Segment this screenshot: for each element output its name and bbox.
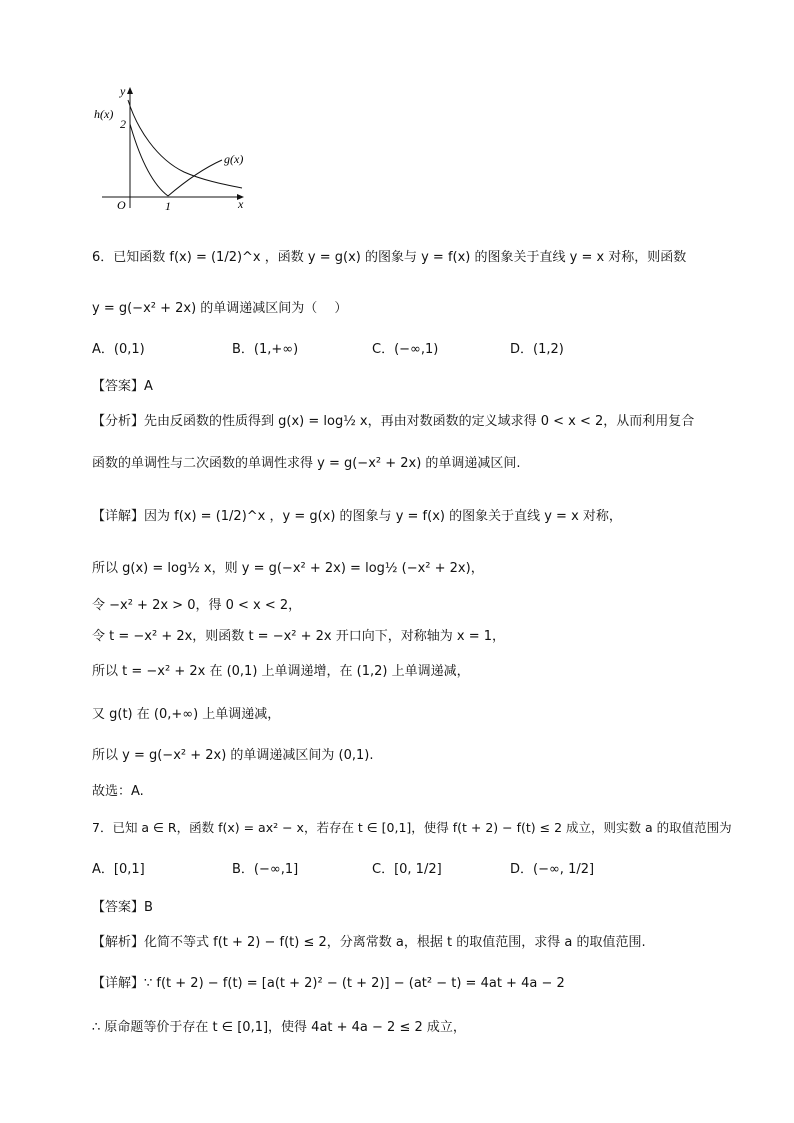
q6-option-c: C．(−∞,1) xyxy=(372,342,439,357)
q6-detail-line5: 所以 t = −x² + 2x 在 (0,1) 上单调递增，在 (1,2) 上单调递减， xyxy=(92,664,470,679)
g-label: g(x) xyxy=(224,152,244,166)
q7-option-a: A．[0,1] xyxy=(92,862,145,877)
q7-answer: 【答案】B xyxy=(92,900,153,915)
q6-option-d: D．(1,2) xyxy=(510,342,564,357)
q6-choice: 故选：A. xyxy=(92,784,144,799)
g-curve-left xyxy=(130,124,168,196)
h-curve xyxy=(128,100,242,188)
q7-detail-line1: 【详解】∵ f(t + 2) − f(t) = [a(t + 2)² − (t + 2)] − (at² − t) = 4at + 4a − 2 xyxy=(92,976,565,991)
q7-option-d: D．(−∞, 1/2] xyxy=(510,862,595,877)
q7-stem-line1: 7．已知 a ∈ R，函数 f(x) = ax² − x，若存在 t ∈ [0,1]，使得 f(t + 2) − f(t) ≤ 2 成立，则实数 a 的取值范围为 xyxy=(92,820,732,835)
q6-analysis-line1: 【分析】先由反函数的性质得到 g(x) = log½ x，再由对数函数的定义域求得 0 < x < 2，从而利用复合 xyxy=(92,414,695,429)
q7-analysis: 【解析】化简不等式 f(t + 2) − f(t) ≤ 2，分离常数 a，根据 t 的取值范围，求得 a 的取值范围. xyxy=(92,935,646,950)
q6-detail-line7: 所以 y = g(−x² + 2x) 的单调递减区间为 (0,1). xyxy=(92,748,374,763)
q6-answer: 【答案】A xyxy=(92,379,153,394)
q6-option-b: B．(1,+∞) xyxy=(232,342,299,357)
q6-detail-line4: 令 t = −x² + 2x，则函数 t = −x² + 2x 开口向下，对称轴为 x = 1， xyxy=(92,629,505,644)
q6-stem-line1: 6．已知函数 f(x) = (1/2)^x ，函数 y = g(x) 的图象与 y = f(x) 的图象关于直线 y = x 对称，则函数 xyxy=(92,250,687,265)
h-label: h(x) xyxy=(94,107,114,121)
q6-detail-line1: 【详解】因为 f(x) = (1/2)^x ，y = g(x) 的图象与 y = f(x) 的图象关于直线 y = x 对称， xyxy=(92,509,622,524)
origin-label: O xyxy=(117,198,126,212)
y-axis-arrow xyxy=(127,87,133,94)
q6-stem-line2: y = g(−x² + 2x) 的单调递减区间为（ ） xyxy=(92,301,348,316)
y-label: y xyxy=(120,84,126,98)
q7-detail-line2: ∴ 原命题等价于存在 t ∈ [0,1]，使得 4at + 4a − 2 ≤ 2 成立， xyxy=(92,1020,466,1035)
q7-option-b: B．(−∞,1] xyxy=(232,862,299,877)
q6-detail-line2: 所以 g(x) = log½ x，则 y = g(−x² + 2x) = log½ (−x² + 2x)， xyxy=(92,561,484,576)
one-label: 1 xyxy=(165,199,171,213)
g-curve-right xyxy=(168,160,222,196)
q6-detail-line6: 又 g(t) 在 (0,+∞) 上单调递减， xyxy=(92,707,281,722)
x-label: x xyxy=(238,197,244,211)
q6-detail-line3: 令 −x² + 2x > 0，得 0 < x < 2， xyxy=(92,598,302,613)
two-label: 2 xyxy=(120,117,126,131)
q6-option-a: A．(0,1) xyxy=(92,342,145,357)
function-graph xyxy=(92,84,252,214)
q7-option-c: C．[0, 1/2] xyxy=(372,862,442,877)
q6-analysis-line2: 函数的单调性与二次函数的单调性求得 y = g(−x² + 2x) 的单调递减区间. xyxy=(92,456,521,471)
